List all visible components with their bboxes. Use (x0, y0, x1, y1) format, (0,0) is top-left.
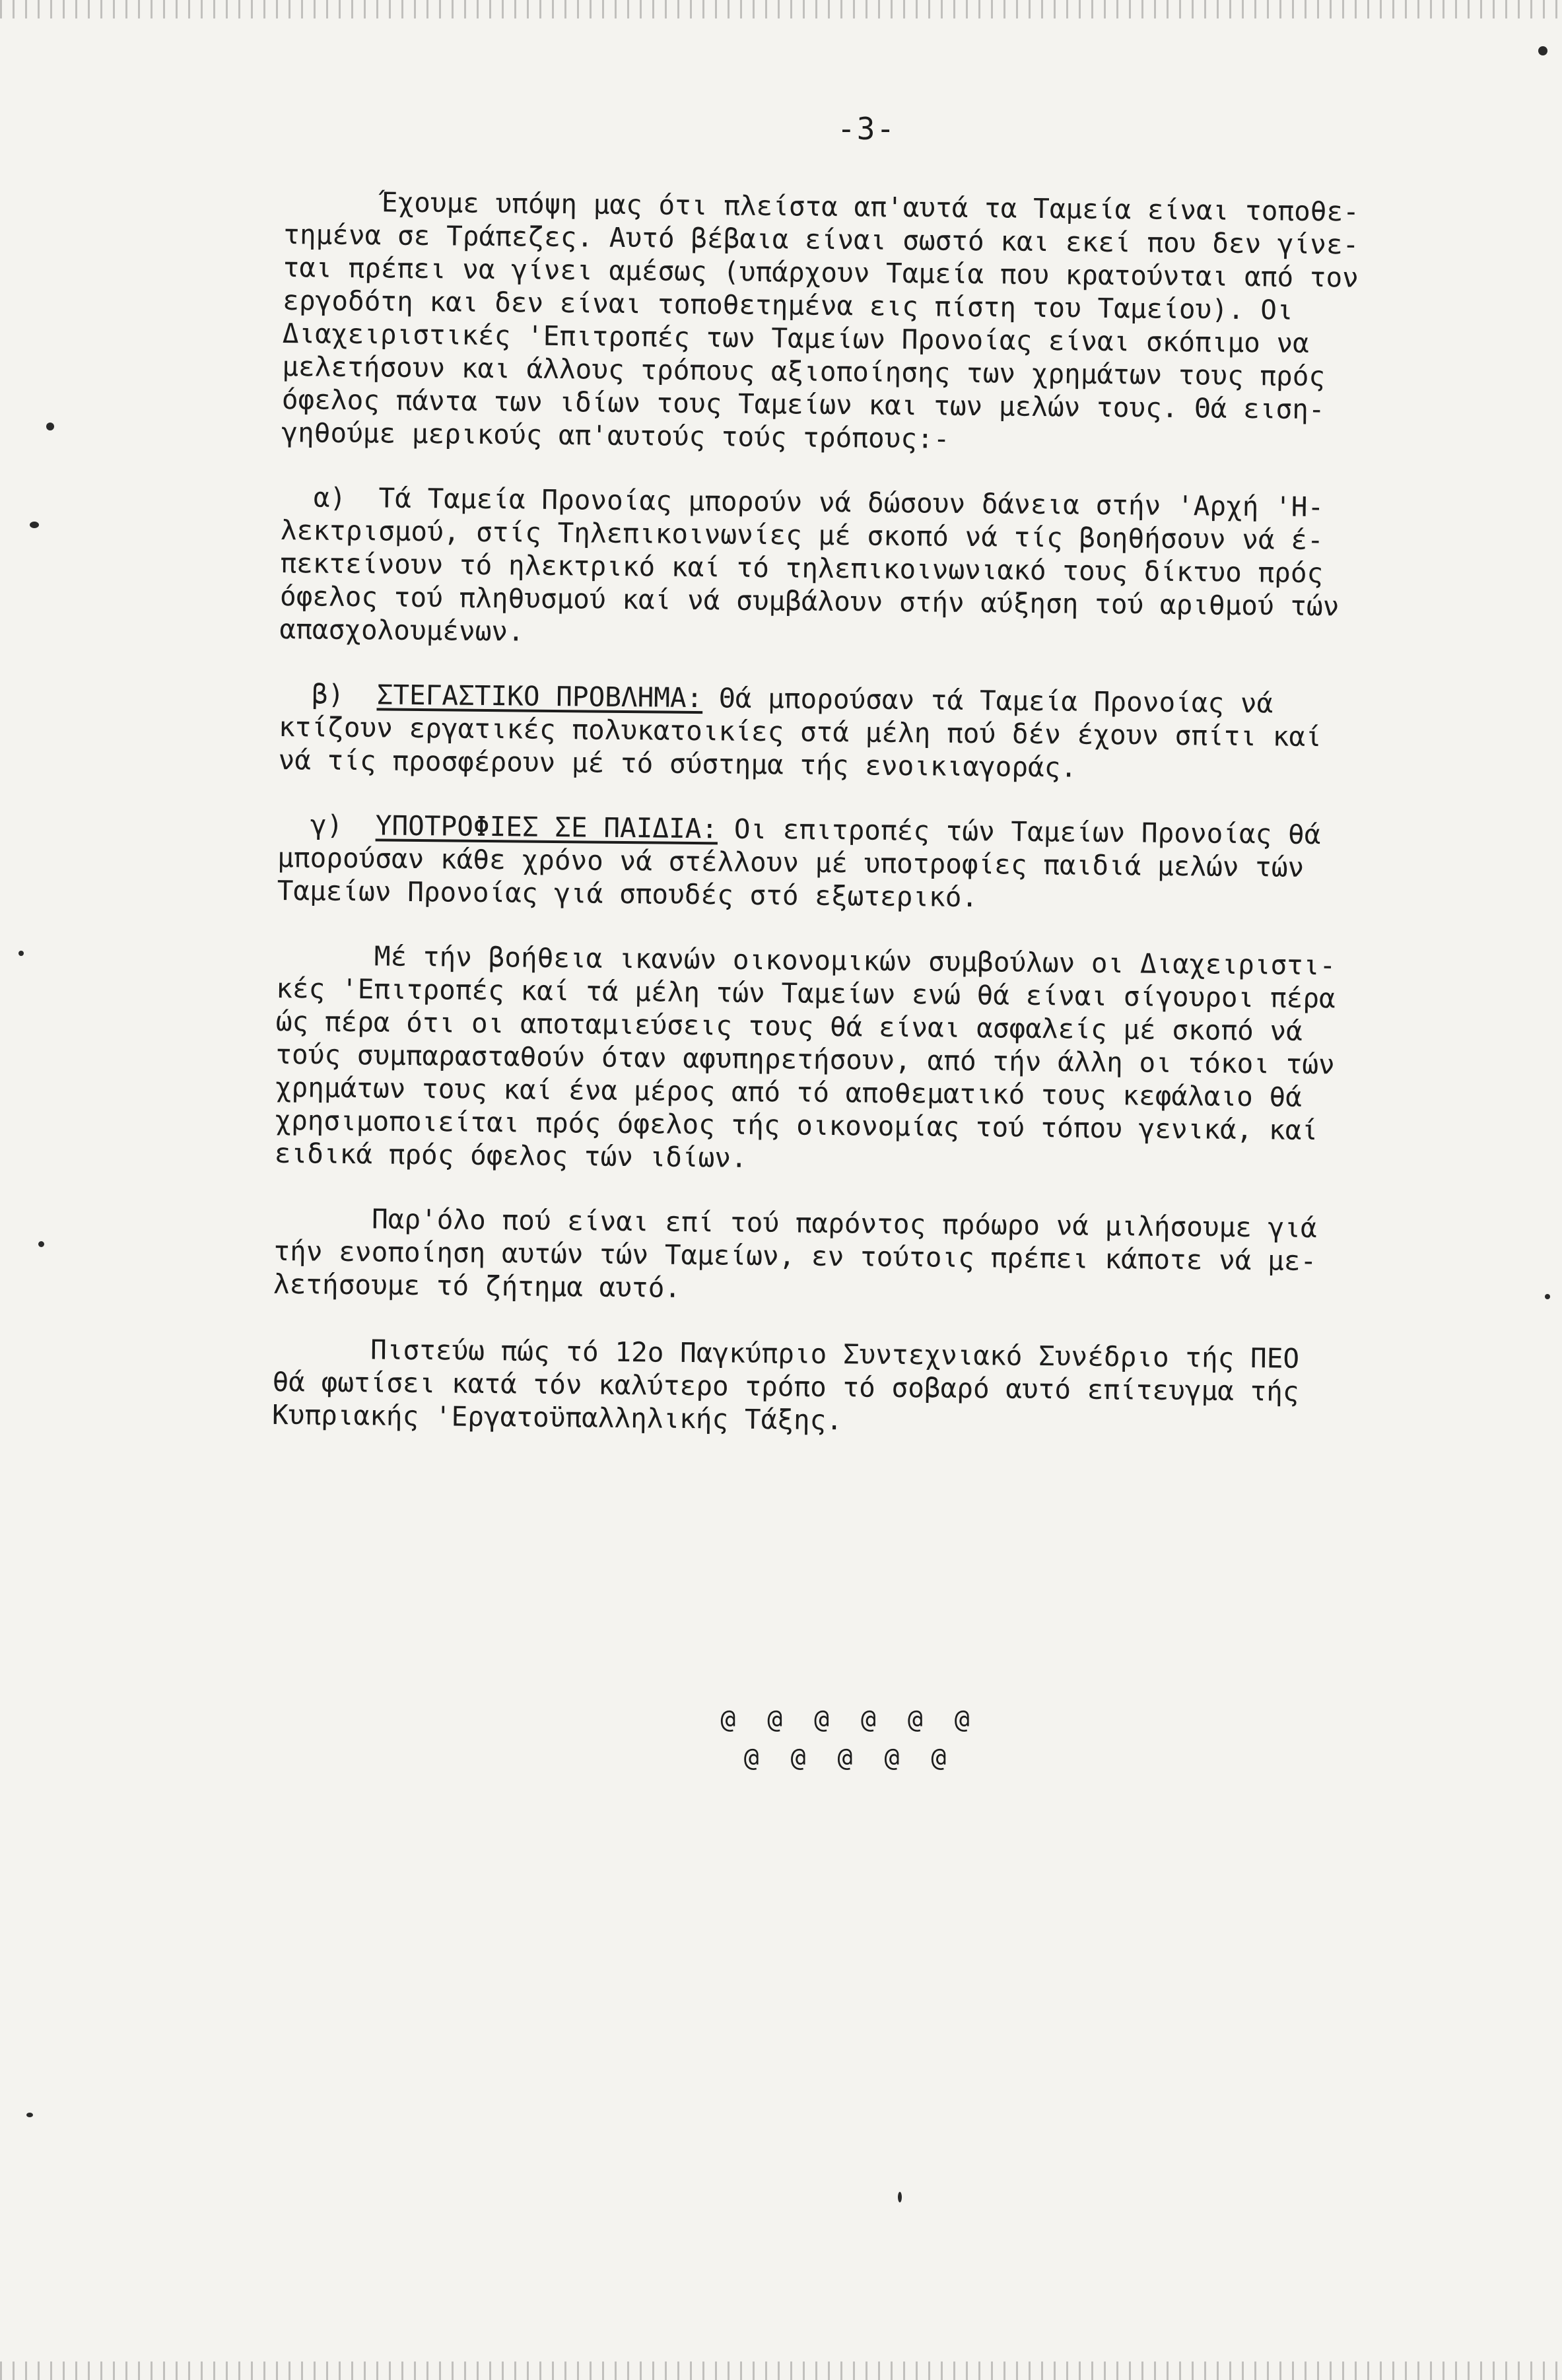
at-sign: @ (954, 1705, 970, 1734)
text-line: χρησιμοποιείται πρός όφελος τής οικονομίας τού τόπου γενικά, καί (275, 1104, 1318, 1147)
at-sign: @ (931, 1743, 947, 1772)
at-sign: @ (790, 1743, 806, 1772)
at-sign: @ (767, 1705, 783, 1734)
scan-speck (38, 1241, 44, 1247)
text-line: τήν ενοποίηση αυτών τών Ταμείων, εν τούτοις πρέπει κάποτε νά με- (273, 1235, 1317, 1277)
paragraph-unification (273, 1202, 1462, 1312)
text-line: Μέ τήν βοήθεια ικανών οικονομικών συμβούλων οι Διαχειριστι- (276, 939, 1336, 982)
text-line: γηθούμε μερικούς απ'αυτούς τούς τρόπους:- (281, 416, 950, 455)
separator-row (634, 1700, 1056, 1738)
paragraph-item-b (278, 677, 1467, 788)
text-line: θά φωτίσει κατά τόν καλύτερο τρόπο τό σοβαρό αυτό επίτευγμα τής (272, 1365, 1299, 1408)
text-line: Κυπριακής 'Εργατοϋπαλληλικής Τάξης. (271, 1398, 843, 1437)
paragraph-conclusion (272, 1332, 1461, 1443)
at-sign: @ (743, 1743, 759, 1772)
section-heading-housing: ΣΤΕΓΑΣΤΙΚΟ ΠΡΟΒΛΗΜΑ: (376, 679, 703, 714)
text-line: ειδικά πρός όφελος τών ιδίων. (274, 1137, 747, 1174)
at-sign: @ (861, 1705, 876, 1734)
scan-speck (26, 2113, 33, 2117)
text-line: μελετήσουν και άλλους τρόπους αξιοποίησης των χρημάτων τους πρός (282, 350, 1326, 393)
at-sign: @ (814, 1705, 829, 1734)
scan-speck (1545, 1294, 1550, 1299)
at-sign: @ (720, 1705, 736, 1734)
paragraph-item-c (277, 808, 1466, 918)
item-marker: β) (279, 677, 377, 711)
text-line: Παρ'όλο πού είναι επί τού παρόντος πρόωρο νά μιλήσουμε γιά (273, 1202, 1317, 1244)
text-line: ται πρέπει να γίνει αμέσως (υπάρχουν Ταμεία που κρατούνται από τον (283, 251, 1359, 294)
section-heading-scholarships: ΥΠΟΤΡΟΦΙΕΣ ΣΕ ΠΑΙΔΙΑ: (375, 809, 718, 845)
text-line: χρημάτων τους καί ένα μέρος από τό αποθεματικό τους κεφάλαιο θά (275, 1071, 1303, 1113)
paragraph-item-a (279, 481, 1469, 657)
text-line: Ταμείων Προνοίας γιά σπουδές στό εξωτερικό. (277, 874, 978, 914)
text-line: κτίζουν εργατικές πολυκατοικίες στά μέλη πού δέν έχουν σπίτι καί (278, 710, 1322, 753)
at-sign: @ (837, 1743, 853, 1772)
scan-speck (30, 522, 39, 528)
heading-continuation: Θά μπορούσαν τά Ταμεία Προνοίας νά (702, 682, 1273, 720)
text-line: τημένα σε Τράπεζες. Αυτό βέβαια είναι σωστό και εκεί που δεν γίνε- (283, 218, 1359, 261)
text-line: τούς συμπαρασταθούν όταν αφυπηρετήσουν, από τήν άλλη οι τόκοι τών (275, 1038, 1335, 1081)
text-line: όφελος τού πληθυσμού καί νά συμβάλουν στήν αύξηση τού αριθμού τών (279, 580, 1340, 623)
scan-speck (46, 423, 54, 430)
paragraph-intro (281, 185, 1472, 460)
at-sign: @ (907, 1705, 923, 1734)
text-line: λετήσουμε τό ζήτημα αυτό. (273, 1268, 681, 1304)
text-line: πεκτείνουν τό ηλεκτρικό καί τό τηλεπικοινωνιακό τους δίκτυο πρός (280, 547, 1324, 590)
at-sign-separator (634, 1700, 1056, 1777)
text-line: λεκτρισμού, στίς Τηλεπικοινωνίες μέ σκοπό νά τίς βοηθήσουν νά έ- (280, 514, 1324, 557)
text-line: μπορούσαν κάθε χρόνο νά στέλλουν μέ υποτροφίες παιδιά μελών τών (277, 841, 1305, 883)
text-line: απασχολουμένων. (279, 613, 525, 648)
heading-continuation: Οι επιτροπές τών Ταμείων Προνοίας θά (717, 813, 1321, 851)
scan-speck (898, 2192, 902, 2202)
scan-speck (1538, 46, 1547, 55)
bottom-scan-noise (0, 2362, 1562, 2380)
text-line: Πιστεύω πώς τό 12ο Παγκύπριο Συντεχνιακό Συνέδριο τής ΠΕΟ (272, 1332, 1300, 1375)
text-line: ώς πέρα ότι οι αποταμιεύσεις τους θά είναι ασφαλείς μέ σκοπό νά (275, 1005, 1303, 1047)
separator-row (634, 1738, 1056, 1777)
document-body (271, 185, 1472, 1474)
text-line: α) Τά Ταμεία Προνοίας μπορούν νά δώσουν δάνεια στήν 'Αρχή 'Η- (281, 481, 1324, 524)
at-sign: @ (884, 1743, 900, 1772)
text-line: Διαχειριστικές 'Επιτροπές των Ταμείων Προνοίας είναι σκόπιμο να (282, 317, 1310, 359)
text-line: Έχουμε υπόψη μας ότι πλείστα απ'αυτά τα Ταμεία είναι τοποθε- (283, 185, 1360, 228)
text-line: νά τίς προσφέρουν μέ τό σύστημα τής ενοικιαγοράς. (278, 743, 1077, 784)
text-line: εργοδότη και δεν είναι τοποθετημένα εις πίστη του Ταμείου). Οι (283, 284, 1293, 326)
page-number: -3- (837, 111, 897, 147)
top-scan-noise (0, 0, 1562, 18)
paragraph-advisors (275, 939, 1465, 1181)
text-line: όφελος πάντα των ιδίων τους Ταμείων και των μελών τους. Θά ειση- (281, 383, 1325, 426)
scan-speck (18, 951, 24, 956)
item-marker: γ) (277, 808, 376, 842)
text-line: κές 'Επιτροπές καί τά μέλη τών Ταμείων ενώ θά είναι σίγουροι πέρα (276, 972, 1336, 1015)
